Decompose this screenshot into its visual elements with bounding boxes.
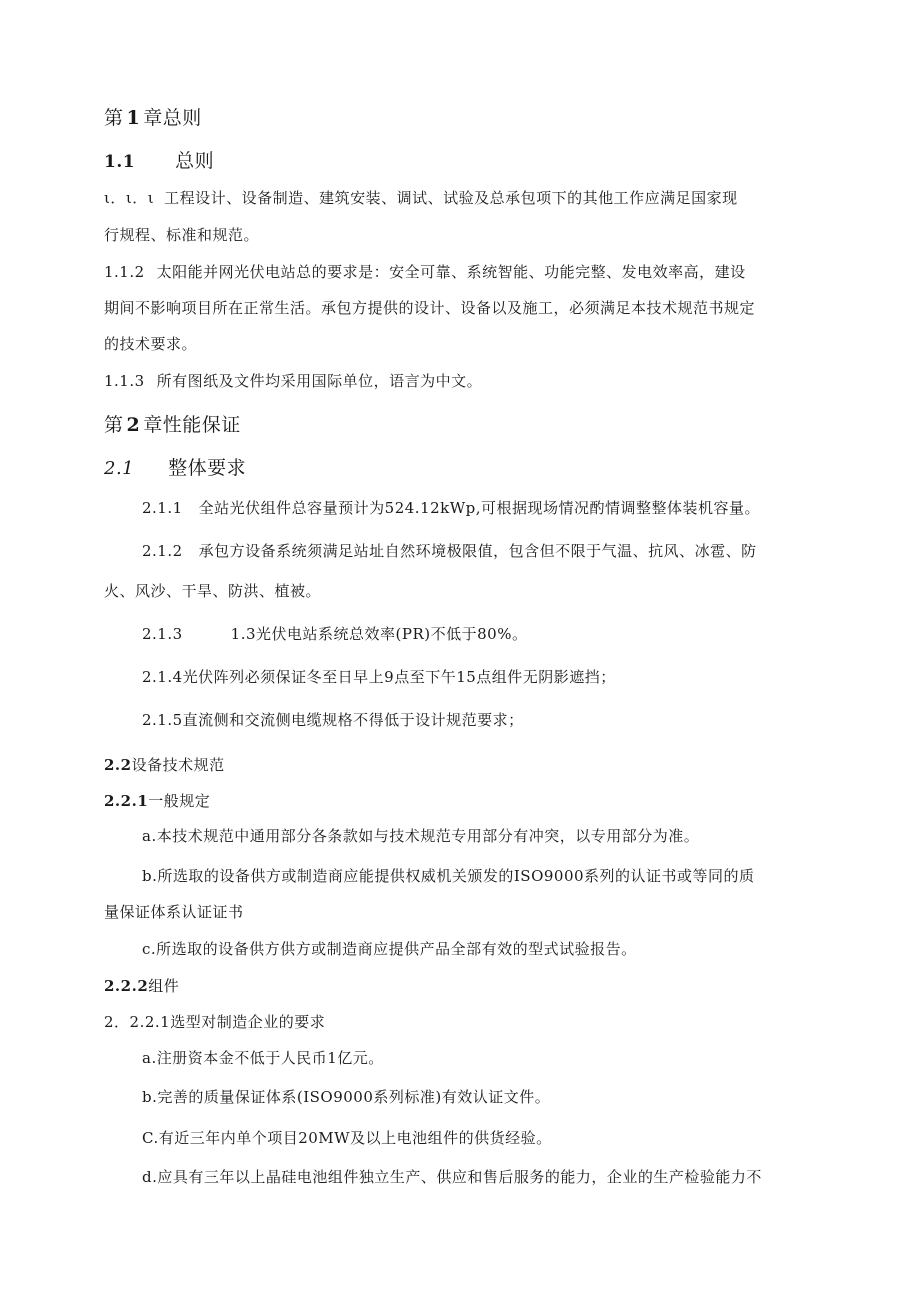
clause-text: 所有图纸及文件均采用国际单位，语言为中文。 [156,372,483,390]
clause-text: 2．2.2.1选型对制造企业的要求 [104,1013,326,1031]
paragraph-1-1-1-line-2 [104,225,259,245]
section-2-2-1-heading [104,791,210,811]
clause-number: ι．ι．ι [104,189,155,207]
paragraph-2-1-1 [142,498,760,518]
chapter-number: 2 [126,414,141,436]
section-number: 2.2.2 [104,977,149,995]
clause-text: 承包方设备系统须满足站址自然环境极限值，包含但不限于气温、抗风、冰雹、防 [198,542,757,560]
paragraph-2-2-1-b-line-2 [104,902,244,922]
clause-text: 行规程、标准和规范。 [104,226,260,244]
paragraph-2-1-2-line-2 [104,581,321,601]
paragraph-2-1-3 [142,624,527,644]
clause-text: c.所选取的设备供方供方或制造商应提供产品全部有效的型式试验报告。 [142,940,637,958]
section-number: 2.1 [104,458,135,479]
section-number: 1.1 [104,152,136,172]
paragraph-1-1-2-line-2 [104,298,755,318]
clause-text: 1.3光伏电站系统总效率(PR)不低于80%。 [230,625,528,643]
clause-number: 1.1.2 [104,263,145,281]
chapter-2-heading [104,413,241,437]
clause-text: b.所选取的设备供方或制造商应能提供权威机关颁发的ISO9000系列的认证书或等同的质 [142,867,755,885]
section-number: 2.2.1 [104,792,149,810]
paragraph-2-2-2-1-a [142,1048,384,1068]
section-title: 一般规定 [148,792,211,810]
section-title: 总则 [175,150,215,172]
clause-text: 2.1.5直流侧和交流侧电缆规格不得低于设计规范要求； [142,711,524,729]
section-2-2-2-heading [104,976,179,996]
chapter-title: 章性能保证 [143,414,241,436]
clause-number: 2.1.3 [142,625,183,643]
paragraph-2-2-1-a [142,826,699,846]
paragraph-1-1-2-line-3 [104,334,197,354]
clause-number: 2.1.1 [142,499,183,517]
clause-text: b.完善的质量保证体系(ISO9000系列标准)有效认证文件。 [142,1088,551,1106]
clause-text: a.本技术规范中通用部分各条款如与技术规范专用部分有冲突，以专用部分为准。 [142,827,700,845]
chapter-1-heading [104,106,202,130]
paragraph-2-1-5 [142,710,524,730]
clause-text: 量保证体系认证证书 [104,903,244,921]
chapter-prefix: 第 [104,107,124,129]
chapter-number: 1 [126,107,141,129]
chapter-prefix: 第 [104,414,124,436]
section-1-1-heading [104,151,214,172]
paragraph-2-2-2-1-b [142,1087,550,1107]
section-title: 整体要求 [168,457,247,479]
clause-text: a.注册资本金不低于人民币1亿元。 [142,1049,384,1067]
section-number: 2.2 [104,756,132,774]
paragraph-2-2-2-1-d [142,1167,762,1187]
paragraph-1-1-3 [104,371,482,391]
chapter-title: 章总则 [143,107,202,129]
clause-text: 全站光伏组件总容量预计为524.12kWp,可根据现场情况酌情调整整体装机容量。 [198,499,761,517]
paragraph-2-1-2-line-1 [142,541,757,561]
clause-text: 的技术要求。 [104,335,198,353]
paragraph-1-1-1-line-1 [104,188,738,208]
clause-text: C.有近三年内单个项目20MW及以上电池组件的供货经验。 [142,1129,552,1147]
section-title: 组件 [148,977,180,995]
clause-text: 太阳能并网光伏电站总的要求是：安全可靠、系统智能、功能完整、发电效率高，建设 [156,263,746,281]
section-2-1-heading [104,458,246,479]
clause-number: 1.1.3 [104,372,145,390]
paragraph-2-2-2-1-c [142,1128,552,1148]
paragraph-2-1-4 [142,667,616,687]
clause-text: 火、风沙、干旱、防洪、植被。 [104,582,322,600]
section-title: 设备技术规范 [131,756,225,774]
clause-text: 工程设计、设备制造、建筑安装、调试、试验及总承包项下的其他工作应满足国家现 [164,189,738,207]
paragraph-1-1-2-line-1 [104,262,746,282]
clause-text: d.应具有三年以上晶硅电池组件独立生产、供应和售后服务的能力，企业的生产检验能力不 [142,1168,762,1186]
paragraph-2-2-1-b-line-1 [142,866,755,886]
section-2-2-heading [104,755,225,775]
clause-text: 期间不影响项目所在正常生活。承包方提供的设计、设备以及施工，必须满足本技术规范书规定 [104,299,756,317]
clause-number: 2.1.2 [142,542,183,560]
clause-text: 2.1.4光伏阵列必须保证冬至日早上9点至下午15点组件无阴影遮挡； [142,668,616,686]
paragraph-2-2-2-1 [104,1012,325,1032]
paragraph-2-2-1-c [142,939,637,959]
